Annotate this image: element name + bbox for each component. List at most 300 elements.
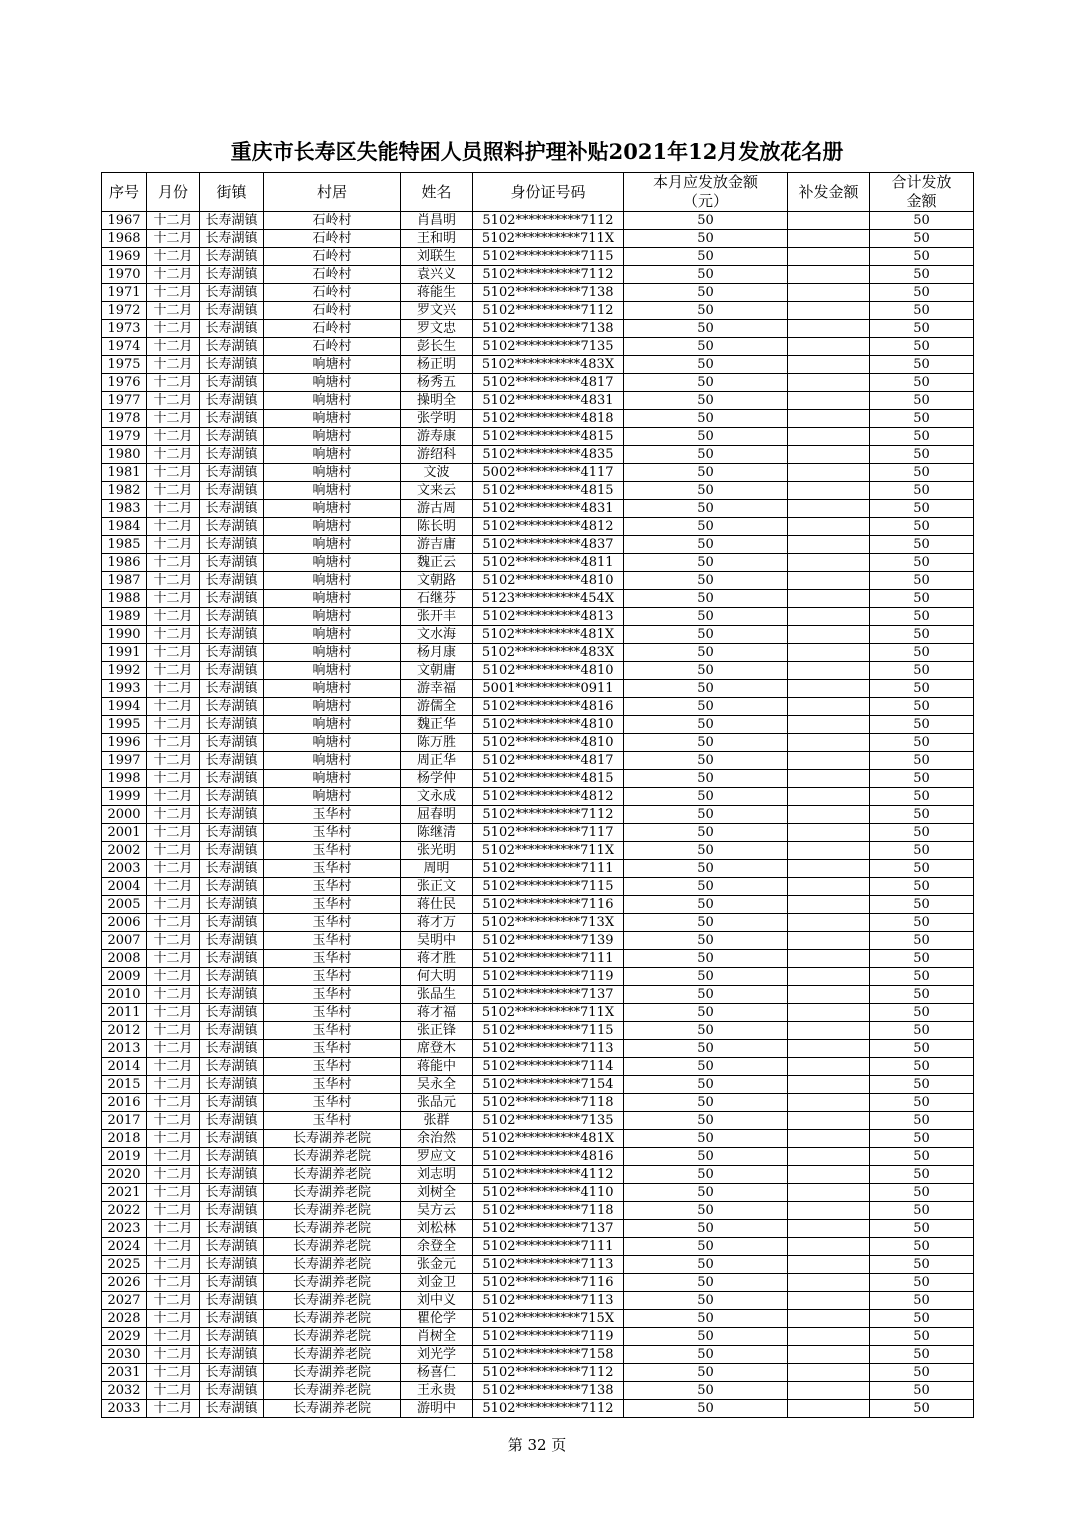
table-row (102, 1130, 974, 1148)
cell-seq: 1979 (102, 428, 147, 446)
cell-town: 长寿湖镇 (200, 1058, 264, 1076)
table-row (102, 824, 974, 842)
cell-id: 5102**********711X (473, 1004, 624, 1022)
cell-extra-amount (788, 1076, 870, 1094)
cell-month: 十二月 (147, 1004, 200, 1022)
cell-village: 长寿湖养老院 (264, 1382, 401, 1400)
table-row (102, 500, 974, 518)
cell-due-amount: 50 (624, 284, 788, 302)
cell-total-amount: 50 (870, 248, 974, 266)
cell-town: 长寿湖镇 (200, 590, 264, 608)
cell-name: 杨喜仁 (401, 1364, 473, 1382)
cell-id: 5102**********4810 (473, 572, 624, 590)
table-header-row (102, 173, 974, 212)
cell-seq: 2032 (102, 1382, 147, 1400)
cell-town: 长寿湖镇 (200, 1256, 264, 1274)
cell-town: 长寿湖镇 (200, 806, 264, 824)
cell-month: 十二月 (147, 1364, 200, 1382)
cell-town: 长寿湖镇 (200, 608, 264, 626)
cell-extra-amount (788, 248, 870, 266)
cell-name: 杨正明 (401, 356, 473, 374)
table-row (102, 446, 974, 464)
cell-total-amount: 50 (870, 968, 974, 986)
cell-extra-amount (788, 1184, 870, 1202)
cell-name: 游明中 (401, 1400, 473, 1418)
cell-month: 十二月 (147, 212, 200, 230)
cell-month: 十二月 (147, 626, 200, 644)
cell-month: 十二月 (147, 698, 200, 716)
cell-village: 玉华村 (264, 842, 401, 860)
cell-town: 长寿湖镇 (200, 698, 264, 716)
cell-id: 5102**********7119 (473, 1328, 624, 1346)
cell-seq: 1989 (102, 608, 147, 626)
cell-extra-amount (788, 1112, 870, 1130)
header-village: 村居 (264, 173, 401, 212)
cell-month: 十二月 (147, 554, 200, 572)
cell-name: 张正锋 (401, 1022, 473, 1040)
cell-id: 5102**********7137 (473, 986, 624, 1004)
cell-name: 刘松林 (401, 1220, 473, 1238)
cell-month: 十二月 (147, 302, 200, 320)
cell-id: 5102**********7135 (473, 1112, 624, 1130)
cell-id: 5102**********7111 (473, 950, 624, 968)
cell-id: 5123**********454X (473, 590, 624, 608)
cell-seq: 1985 (102, 536, 147, 554)
cell-village: 玉华村 (264, 896, 401, 914)
cell-town: 长寿湖镇 (200, 428, 264, 446)
cell-total-amount: 50 (870, 824, 974, 842)
cell-total-amount: 50 (870, 788, 974, 806)
cell-name: 张品生 (401, 986, 473, 1004)
header-due-line1: 本月应发放金额 (652, 173, 758, 191)
cell-total-amount: 50 (870, 374, 974, 392)
cell-seq: 1996 (102, 734, 147, 752)
cell-village: 响塘村 (264, 428, 401, 446)
cell-total-amount: 50 (870, 464, 974, 482)
cell-extra-amount (788, 1040, 870, 1058)
cell-id: 5102**********4815 (473, 428, 624, 446)
cell-id: 5102**********7112 (473, 1364, 624, 1382)
cell-due-amount: 50 (624, 608, 788, 626)
cell-extra-amount (788, 1220, 870, 1238)
cell-seq: 2004 (102, 878, 147, 896)
cell-total-amount: 50 (870, 1148, 974, 1166)
table-row (102, 698, 974, 716)
cell-id: 5102**********7118 (473, 1202, 624, 1220)
cell-month: 十二月 (147, 968, 200, 986)
cell-name: 游绍科 (401, 446, 473, 464)
cell-month: 十二月 (147, 896, 200, 914)
cell-seq: 2002 (102, 842, 147, 860)
cell-due-amount: 50 (624, 644, 788, 662)
cell-total-amount: 50 (870, 1166, 974, 1184)
cell-name: 周明 (401, 860, 473, 878)
cell-id: 5102**********4816 (473, 698, 624, 716)
cell-extra-amount (788, 824, 870, 842)
cell-id: 5102**********7139 (473, 932, 624, 950)
cell-name: 张光明 (401, 842, 473, 860)
cell-village: 响塘村 (264, 356, 401, 374)
cell-name: 蒋仕民 (401, 896, 473, 914)
cell-month: 十二月 (147, 1292, 200, 1310)
cell-village: 响塘村 (264, 500, 401, 518)
cell-id: 5102**********4810 (473, 734, 624, 752)
cell-village: 长寿湖养老院 (264, 1274, 401, 1292)
cell-due-amount: 50 (624, 230, 788, 248)
cell-town: 长寿湖镇 (200, 896, 264, 914)
cell-seq: 1972 (102, 302, 147, 320)
table-row (102, 1238, 974, 1256)
header-extra-amount: 补发金额 (788, 173, 870, 212)
table-row (102, 266, 974, 284)
cell-name: 屈春明 (401, 806, 473, 824)
cell-town: 长寿湖镇 (200, 1040, 264, 1058)
cell-due-amount: 50 (624, 1130, 788, 1148)
cell-extra-amount (788, 464, 870, 482)
table-row (102, 878, 974, 896)
cell-extra-amount (788, 896, 870, 914)
cell-seq: 2020 (102, 1166, 147, 1184)
cell-total-amount: 50 (870, 446, 974, 464)
cell-total-amount: 50 (870, 950, 974, 968)
cell-due-amount: 50 (624, 410, 788, 428)
cell-seq: 2015 (102, 1076, 147, 1094)
cell-extra-amount (788, 1274, 870, 1292)
cell-month: 十二月 (147, 950, 200, 968)
cell-total-amount: 50 (870, 1022, 974, 1040)
cell-village: 玉华村 (264, 932, 401, 950)
cell-town: 长寿湖镇 (200, 860, 264, 878)
cell-total-amount: 50 (870, 1220, 974, 1238)
cell-id: 5102**********7118 (473, 1094, 624, 1112)
cell-village: 玉华村 (264, 860, 401, 878)
table-row (102, 518, 974, 536)
cell-id: 5102**********7112 (473, 806, 624, 824)
cell-extra-amount (788, 662, 870, 680)
cell-extra-amount (788, 374, 870, 392)
cell-village: 响塘村 (264, 554, 401, 572)
cell-due-amount: 50 (624, 248, 788, 266)
table-row (102, 374, 974, 392)
cell-due-amount: 50 (624, 824, 788, 842)
cell-name: 游寿康 (401, 428, 473, 446)
table-row (102, 572, 974, 590)
cell-seq: 1973 (102, 320, 147, 338)
cell-due-amount: 50 (624, 626, 788, 644)
cell-month: 十二月 (147, 752, 200, 770)
cell-id: 5102**********711X (473, 230, 624, 248)
cell-town: 长寿湖镇 (200, 410, 264, 428)
table-row (102, 608, 974, 626)
cell-seq: 2030 (102, 1346, 147, 1364)
cell-town: 长寿湖镇 (200, 734, 264, 752)
cell-due-amount: 50 (624, 572, 788, 590)
cell-town: 长寿湖镇 (200, 914, 264, 932)
roster-table (101, 172, 974, 1418)
cell-month: 十二月 (147, 734, 200, 752)
header-total-amount (870, 173, 974, 212)
cell-seq: 2022 (102, 1202, 147, 1220)
cell-due-amount: 50 (624, 734, 788, 752)
header-month: 月份 (147, 173, 200, 212)
cell-name: 文波 (401, 464, 473, 482)
cell-name: 刘树全 (401, 1184, 473, 1202)
cell-name: 文朝庸 (401, 662, 473, 680)
cell-due-amount: 50 (624, 536, 788, 554)
cell-town: 长寿湖镇 (200, 1184, 264, 1202)
cell-name: 蒋才万 (401, 914, 473, 932)
cell-town: 长寿湖镇 (200, 1346, 264, 1364)
cell-total-amount: 50 (870, 986, 974, 1004)
cell-town: 长寿湖镇 (200, 374, 264, 392)
cell-due-amount: 50 (624, 1382, 788, 1400)
cell-extra-amount (788, 1292, 870, 1310)
cell-due-amount: 50 (624, 518, 788, 536)
cell-village: 玉华村 (264, 1004, 401, 1022)
cell-extra-amount (788, 1310, 870, 1328)
cell-due-amount: 50 (624, 662, 788, 680)
cell-name: 肖昌明 (401, 212, 473, 230)
cell-extra-amount (788, 518, 870, 536)
cell-extra-amount (788, 536, 870, 554)
cell-seq: 1995 (102, 716, 147, 734)
cell-name: 文朝路 (401, 572, 473, 590)
cell-village: 响塘村 (264, 392, 401, 410)
cell-seq: 2010 (102, 986, 147, 1004)
table-row (102, 1292, 974, 1310)
table-row (102, 1022, 974, 1040)
cell-id: 5102**********7119 (473, 968, 624, 986)
cell-village: 长寿湖养老院 (264, 1328, 401, 1346)
table-row (102, 662, 974, 680)
cell-seq: 1970 (102, 266, 147, 284)
cell-town: 长寿湖镇 (200, 1220, 264, 1238)
cell-village: 石岭村 (264, 212, 401, 230)
cell-due-amount: 50 (624, 374, 788, 392)
cell-due-amount: 50 (624, 806, 788, 824)
cell-month: 十二月 (147, 1058, 200, 1076)
cell-village: 玉华村 (264, 1040, 401, 1058)
cell-extra-amount (788, 806, 870, 824)
cell-village: 长寿湖养老院 (264, 1400, 401, 1418)
cell-month: 十二月 (147, 446, 200, 464)
table-row (102, 1382, 974, 1400)
header-name: 姓名 (401, 173, 473, 212)
cell-month: 十二月 (147, 482, 200, 500)
table-row (102, 428, 974, 446)
cell-village: 石岭村 (264, 284, 401, 302)
cell-total-amount: 50 (870, 212, 974, 230)
header-id: 身份证号码 (473, 173, 624, 212)
table-row (102, 1346, 974, 1364)
cell-village: 长寿湖养老院 (264, 1202, 401, 1220)
cell-village: 长寿湖养老院 (264, 1166, 401, 1184)
cell-name: 周正华 (401, 752, 473, 770)
cell-town: 长寿湖镇 (200, 878, 264, 896)
cell-id: 5102**********7117 (473, 824, 624, 842)
cell-id: 5102**********7112 (473, 212, 624, 230)
page-title: 重庆市长寿区失能特困人员照料护理补贴2021年12月发放花名册 (230, 139, 844, 164)
cell-id: 5102**********4810 (473, 662, 624, 680)
cell-village: 长寿湖养老院 (264, 1310, 401, 1328)
cell-total-amount: 50 (870, 554, 974, 572)
cell-extra-amount (788, 1130, 870, 1148)
cell-total-amount: 50 (870, 1112, 974, 1130)
cell-town: 长寿湖镇 (200, 1292, 264, 1310)
cell-town: 长寿湖镇 (200, 1094, 264, 1112)
cell-name: 王和明 (401, 230, 473, 248)
cell-town: 长寿湖镇 (200, 1130, 264, 1148)
cell-extra-amount (788, 1364, 870, 1382)
table-row (102, 1112, 974, 1130)
cell-month: 十二月 (147, 392, 200, 410)
cell-extra-amount (788, 230, 870, 248)
cell-seq: 2001 (102, 824, 147, 842)
cell-total-amount: 50 (870, 860, 974, 878)
cell-due-amount: 50 (624, 212, 788, 230)
cell-total-amount: 50 (870, 842, 974, 860)
cell-due-amount: 50 (624, 1076, 788, 1094)
cell-village: 石岭村 (264, 302, 401, 320)
cell-id: 5102**********4813 (473, 608, 624, 626)
cell-seq: 1977 (102, 392, 147, 410)
cell-total-amount: 50 (870, 320, 974, 338)
cell-month: 十二月 (147, 662, 200, 680)
cell-name: 文水海 (401, 626, 473, 644)
table-row (102, 644, 974, 662)
cell-name: 蒋才胜 (401, 950, 473, 968)
cell-id: 5102**********4837 (473, 536, 624, 554)
cell-town: 长寿湖镇 (200, 536, 264, 554)
cell-extra-amount (788, 1166, 870, 1184)
cell-due-amount: 50 (624, 770, 788, 788)
cell-town: 长寿湖镇 (200, 986, 264, 1004)
cell-town: 长寿湖镇 (200, 662, 264, 680)
cell-town: 长寿湖镇 (200, 752, 264, 770)
header-seq: 序号 (102, 173, 147, 212)
cell-id: 5102**********7113 (473, 1292, 624, 1310)
cell-month: 十二月 (147, 374, 200, 392)
cell-extra-amount (788, 428, 870, 446)
cell-village: 响塘村 (264, 626, 401, 644)
cell-month: 十二月 (147, 464, 200, 482)
cell-total-amount: 50 (870, 1004, 974, 1022)
cell-town: 长寿湖镇 (200, 518, 264, 536)
cell-name: 游儒全 (401, 698, 473, 716)
table-row (102, 752, 974, 770)
cell-total-amount: 50 (870, 752, 974, 770)
cell-due-amount: 50 (624, 860, 788, 878)
cell-village: 玉华村 (264, 824, 401, 842)
cell-town: 长寿湖镇 (200, 446, 264, 464)
cell-month: 十二月 (147, 1328, 200, 1346)
cell-town: 长寿湖镇 (200, 248, 264, 266)
cell-due-amount: 50 (624, 338, 788, 356)
table-row (102, 734, 974, 752)
cell-due-amount: 50 (624, 1274, 788, 1292)
cell-seq: 1971 (102, 284, 147, 302)
cell-name: 杨学仲 (401, 770, 473, 788)
cell-month: 十二月 (147, 824, 200, 842)
table-row (102, 860, 974, 878)
cell-month: 十二月 (147, 356, 200, 374)
cell-seq: 2026 (102, 1274, 147, 1292)
cell-seq: 1978 (102, 410, 147, 428)
table-row (102, 392, 974, 410)
cell-id: 5102**********7138 (473, 284, 624, 302)
cell-seq: 1990 (102, 626, 147, 644)
cell-due-amount: 50 (624, 1238, 788, 1256)
cell-extra-amount (788, 1328, 870, 1346)
cell-village: 玉华村 (264, 1022, 401, 1040)
cell-due-amount: 50 (624, 842, 788, 860)
cell-name: 游幸福 (401, 680, 473, 698)
cell-due-amount: 50 (624, 1040, 788, 1058)
cell-total-amount: 50 (870, 536, 974, 554)
cell-town: 长寿湖镇 (200, 626, 264, 644)
cell-total-amount: 50 (870, 356, 974, 374)
cell-town: 长寿湖镇 (200, 950, 264, 968)
cell-village: 玉华村 (264, 1094, 401, 1112)
cell-total-amount: 50 (870, 1328, 974, 1346)
cell-seq: 1980 (102, 446, 147, 464)
cell-total-amount: 50 (870, 338, 974, 356)
cell-village: 响塘村 (264, 644, 401, 662)
cell-month: 十二月 (147, 842, 200, 860)
cell-month: 十二月 (147, 1382, 200, 1400)
cell-town: 长寿湖镇 (200, 1364, 264, 1382)
cell-village: 响塘村 (264, 770, 401, 788)
cell-month: 十二月 (147, 1400, 200, 1418)
cell-town: 长寿湖镇 (200, 842, 264, 860)
cell-due-amount: 50 (624, 1184, 788, 1202)
page-number: 第 32 页 (507, 1436, 567, 1454)
cell-village: 响塘村 (264, 464, 401, 482)
cell-total-amount: 50 (870, 932, 974, 950)
cell-seq: 2023 (102, 1220, 147, 1238)
cell-name: 刘中义 (401, 1292, 473, 1310)
cell-month: 十二月 (147, 860, 200, 878)
cell-seq: 1987 (102, 572, 147, 590)
cell-total-amount: 50 (870, 1184, 974, 1202)
cell-extra-amount (788, 446, 870, 464)
cell-seq: 2025 (102, 1256, 147, 1274)
cell-extra-amount (788, 752, 870, 770)
cell-village: 石岭村 (264, 320, 401, 338)
cell-total-amount: 50 (870, 1202, 974, 1220)
cell-month: 十二月 (147, 590, 200, 608)
cell-seq: 2024 (102, 1238, 147, 1256)
cell-total-amount: 50 (870, 806, 974, 824)
cell-due-amount: 50 (624, 1256, 788, 1274)
cell-village: 玉华村 (264, 914, 401, 932)
cell-due-amount: 50 (624, 1166, 788, 1184)
cell-name: 张开丰 (401, 608, 473, 626)
cell-due-amount: 50 (624, 1346, 788, 1364)
cell-extra-amount (788, 410, 870, 428)
cell-extra-amount (788, 950, 870, 968)
cell-id: 5102**********4112 (473, 1166, 624, 1184)
cell-total-amount: 50 (870, 1130, 974, 1148)
cell-village: 石岭村 (264, 230, 401, 248)
cell-name: 张正文 (401, 878, 473, 896)
cell-id: 5102**********4831 (473, 392, 624, 410)
cell-id: 5102**********7113 (473, 1040, 624, 1058)
cell-seq: 1992 (102, 662, 147, 680)
cell-village: 长寿湖养老院 (264, 1130, 401, 1148)
cell-extra-amount (788, 608, 870, 626)
cell-month: 十二月 (147, 986, 200, 1004)
